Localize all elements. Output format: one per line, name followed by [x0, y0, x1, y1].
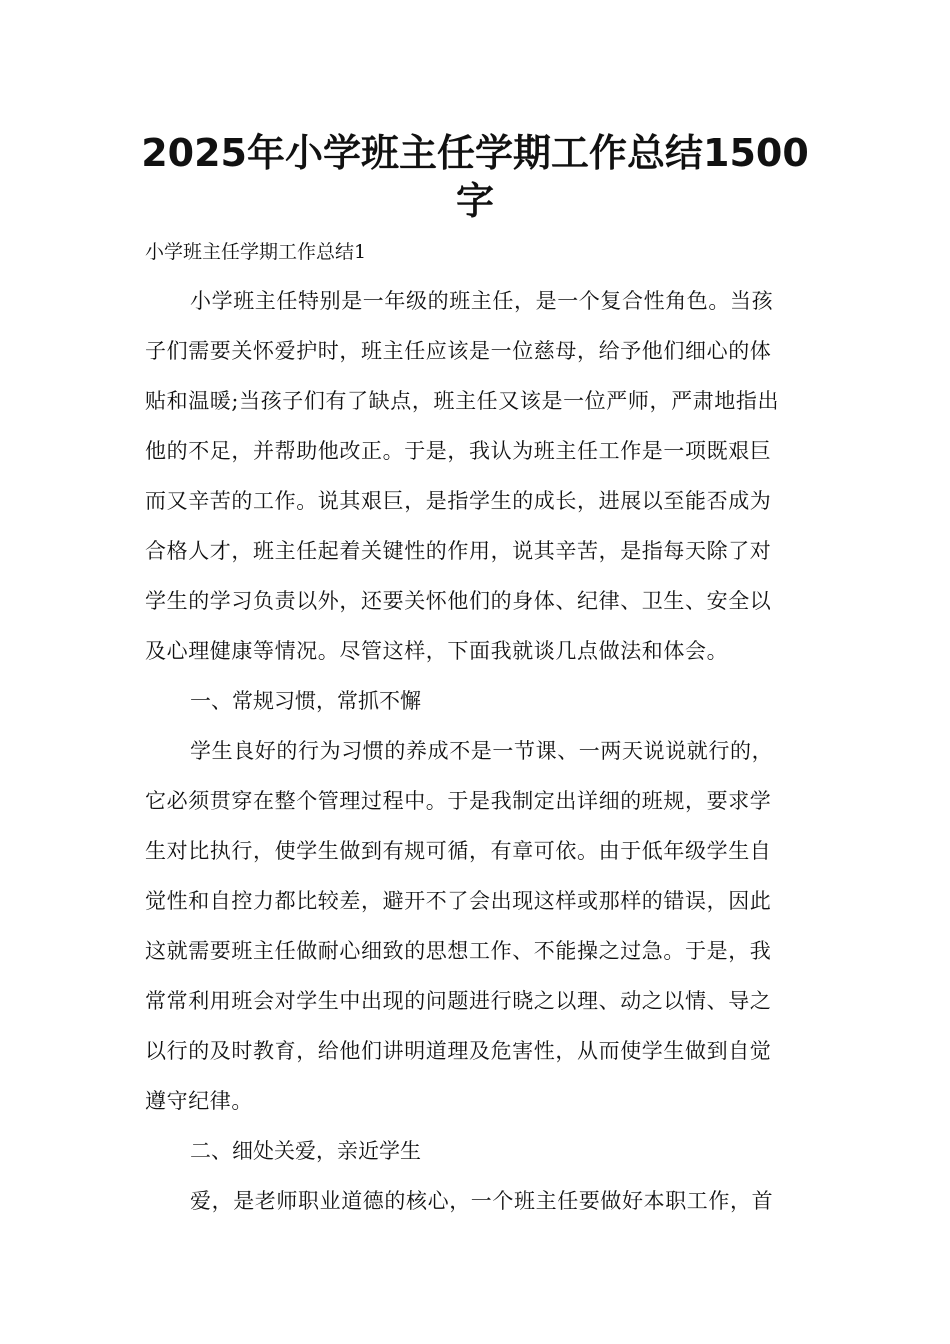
paragraph-1-line: 贴和温暖;当孩子们有了缺点，班主任又该是一位严师，严肃地指出	[145, 389, 780, 413]
section-subtitle: 小学班主任学期工作总结1	[145, 241, 367, 263]
section-heading-1: 一、常规习惯，常抓不懈	[190, 689, 421, 713]
paragraph-1-line: 子们需要关怀爱护时，班主任应该是一位慈母，给予他们细心的体	[145, 339, 772, 363]
paragraph-2-line: 生对比执行，使学生做到有规可循，有章可依。由于低年级学生自	[145, 839, 772, 863]
section-heading-2: 二、细处关爱，亲近学生	[190, 1139, 421, 1163]
paragraph-2-line: 以行的及时教育，给他们讲明道理及危害性，从而使学生做到自觉	[145, 1039, 772, 1063]
paragraph-2-line: 学生良好的行为习惯的养成不是一节课、一两天说说就行的，	[190, 739, 774, 763]
paragraph-2-line: 常常利用班会对学生中出现的问题进行晓之以理、动之以情、导之	[145, 989, 772, 1013]
paragraph-1-line: 他的不足，并帮助他改正。于是，我认为班主任工作是一项既艰巨	[145, 439, 772, 463]
paragraph-1-line: 而又辛苦的工作。说其艰巨，是指学生的成长，进展以至能否成为	[145, 489, 772, 513]
paragraph-2-line: 觉性和自控力都比较差，避开不了会出现这样或那样的错误，因此	[145, 889, 772, 913]
document-title-line-2: 字	[455, 179, 494, 223]
paragraph-1-line: 学生的学习负责以外，还要关怀他们的身体、纪律、卫生、安全以	[145, 589, 772, 613]
paragraph-1-line: 及心理健康等情况。尽管这样，下面我就谈几点做法和体会。	[145, 639, 729, 663]
paragraph-2-line: 遵守纪律。	[145, 1089, 253, 1113]
paragraph-1-line: 小学班主任特别是一年级的班主任，是一个复合性角色。当孩	[190, 289, 774, 313]
document-title-line-1: 2025年小学班主任学期工作总结1500	[141, 131, 809, 175]
paragraph-3-line: 爱，是老师职业道德的核心，一个班主任要做好本职工作，首	[190, 1189, 774, 1213]
paragraph-2-line: 这就需要班主任做耐心细致的思想工作、不能操之过急。于是，我	[145, 939, 772, 963]
paragraph-2-line: 它必须贯穿在整个管理过程中。于是我制定出详细的班规，要求学	[145, 789, 772, 813]
paragraph-1-line: 合格人才，班主任起着关键性的作用，说其辛苦，是指每天除了对	[145, 539, 772, 563]
